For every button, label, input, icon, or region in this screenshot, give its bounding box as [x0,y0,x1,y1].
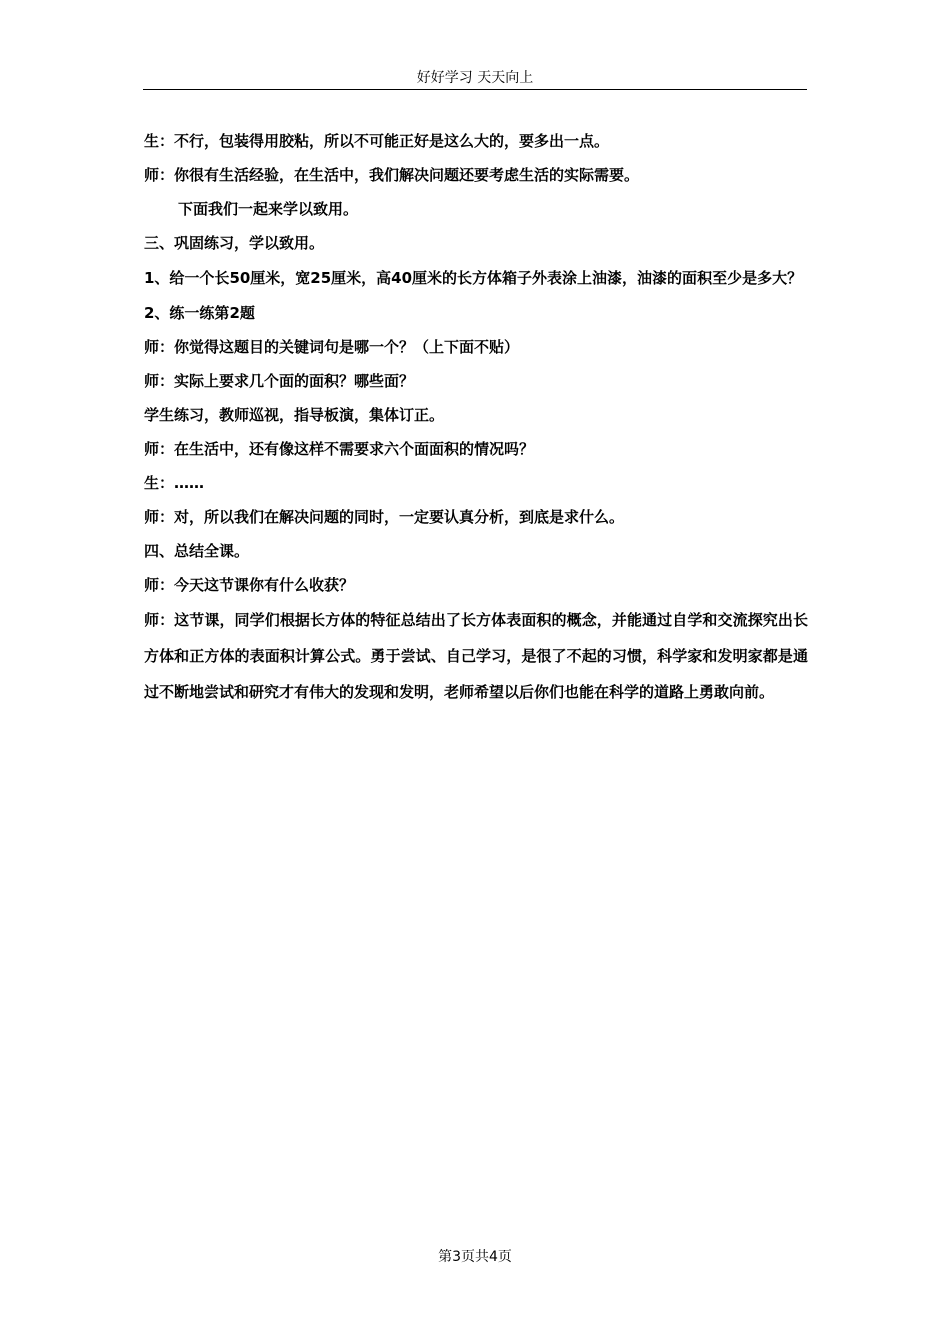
paragraph-student-practice: 学生练习，教师巡视，指导板演，集体订正。 [144,406,445,424]
paragraph-teacher-question-life: 师：在生活中，还有像这样不需要求六个面面积的情况吗？ [144,440,535,458]
paragraph-teacher-question-faces: 师：实际上要求几个面的面积？哪些面？ [144,372,415,390]
paragraph-teacher-comment: 师：你很有生活经验，在生活中，我们解决问题还要考虑生活的实际需要。 [144,166,640,184]
paragraph-student-reply: 生：不行，包装得用胶粘，所以不可能正好是这么大的，要多出一点。 [144,132,610,150]
paragraph-teacher-question-keyword: 师：你觉得这题目的关键词句是哪一个？（上下面不贴） [144,338,520,356]
exercise-2: 2、练一练第2题 [144,304,255,322]
page-number: 第3页共4页 [438,1249,512,1265]
document-body [144,124,808,710]
paragraph-teacher-summary: 师：这节课，同学们根据长方体的特征总结出了长方体表面积的概念，并能通过自学和交流探究出长方体和正方体的表面积计算公式。勇于尝试、自己学习，是很了不起的习惯，科学家和发明家都是通过不断地尝试和研究才有伟大的发现和发明，老师希望以后你们也能在科学的道路上勇敢向前。 [144,611,808,701]
paragraph-teacher-question-harvest: 师：今天这节课你有什么收获？ [144,576,355,594]
paragraph-student-ellipsis: 生：…… [144,474,205,492]
section-heading-summary: 四、总结全课。 [144,542,250,560]
page-header: 好好学习 天天向上 [416,70,534,86]
paragraph-transition: 下面我们一起来学以致用。 [178,200,359,218]
exercise-1: 1、给一个长50厘米，宽25厘米，高40厘米的长方体箱子外表涂上油漆，油漆的面积至少是多大？ [144,269,803,287]
section-heading-practice: 三、巩固练习，学以致用。 [144,234,325,252]
header-divider [143,89,807,90]
paragraph-teacher-analysis: 师：对，所以我们在解决问题的同时，一定要认真分析，到底是求什么。 [144,508,625,526]
